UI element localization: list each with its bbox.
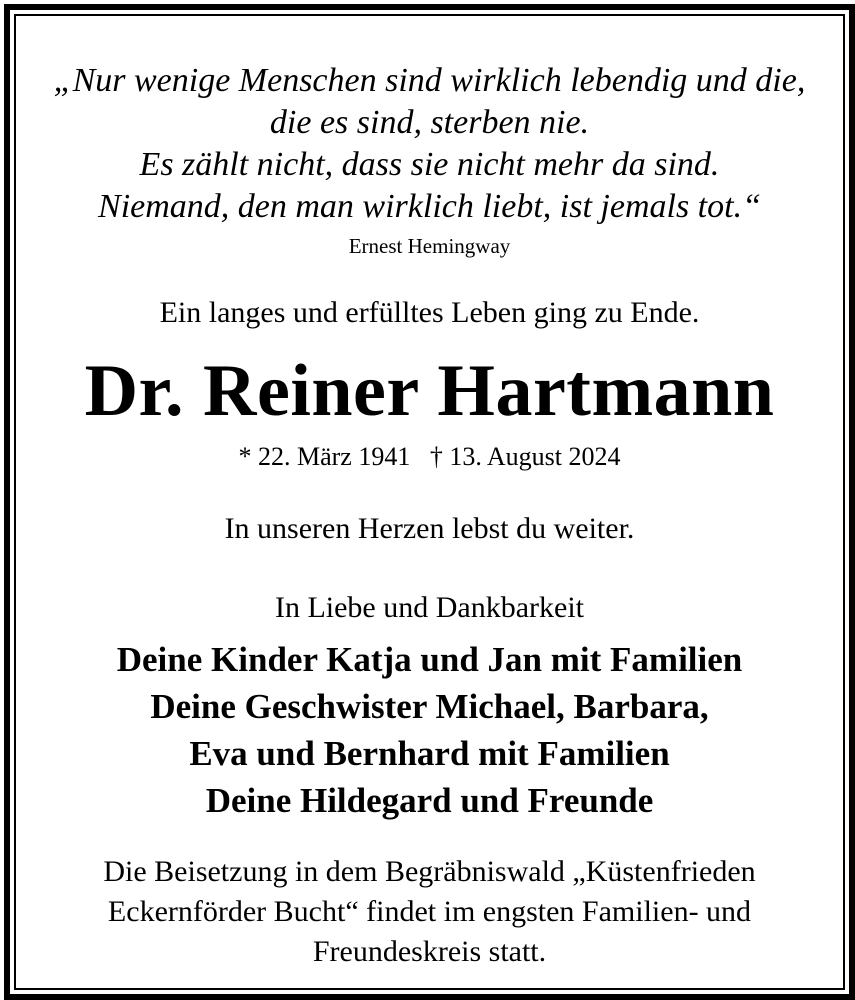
quote-line: „Nur wenige Menschen sind wirklich lebendig und die, (53, 62, 806, 99)
birth-date: * 22. März 1941 (238, 442, 411, 471)
mourner-line: Eva und Bernhard mit Familien (189, 734, 670, 773)
mourner-line: Deine Hildegard und Freunde (205, 781, 654, 820)
notice-line: Freundeskreis statt. (312, 935, 547, 968)
quote-author: Ernest Hemingway (348, 234, 511, 258)
deceased-name: Dr. Reiner Hartmann (84, 350, 775, 432)
quote-block (16, 60, 843, 228)
obituary-content (16, 16, 843, 988)
closing-text: In Liebe und Dankbarkeit (274, 591, 585, 624)
life-dates (16, 441, 843, 473)
outer-border (4, 4, 855, 1000)
notice-line: Eckernförder Bucht“ findet im engsten Familien- und (107, 895, 752, 928)
intro-text: Ein langes und erfülltes Leben ging zu Ende. (159, 296, 700, 329)
death-date: † 13. August 2024 (429, 442, 621, 471)
mourners-block (16, 636, 843, 824)
mourner-line: Deine Kinder Katja und Jan mit Familien (116, 640, 743, 679)
inner-border (14, 14, 845, 990)
notice-line: Die Beisetzung in dem Begräbniswald „Küstenfrieden (103, 855, 756, 888)
quote-line: Es zählt nicht, dass sie nicht mehr da sind. (139, 146, 720, 183)
funeral-notice (16, 852, 843, 972)
quote-line: die es sind, sterben nie. (269, 104, 590, 141)
motto-text: In unseren Herzen lebst du weiter. (224, 512, 635, 545)
quote-line: Niemand, den man wirklich liebt, ist jemals tot.“ (98, 188, 761, 225)
mourner-line: Deine Geschwister Michael, Barbara, (150, 687, 709, 726)
